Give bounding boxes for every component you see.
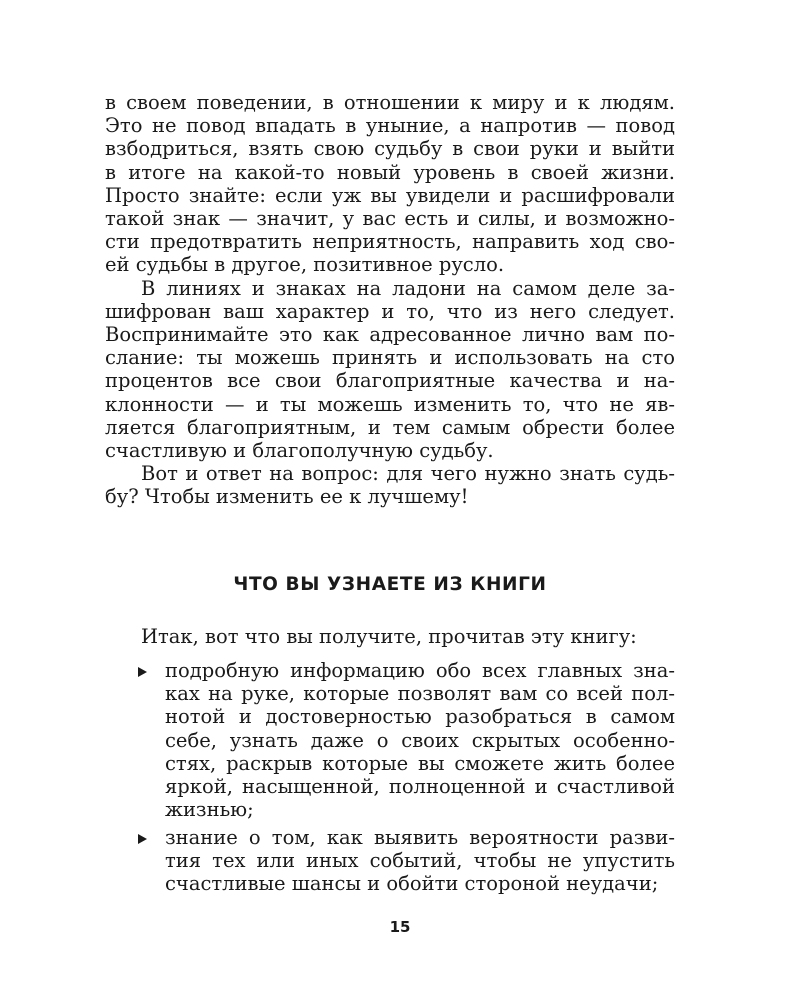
text-line: В линиях и знаках на ладони на самом деле за- [141,276,675,300]
section-heading: ЧТО ВЫ УЗНАЕТЕ ИЗ КНИГИ [233,574,547,595]
text-line: в итоге на какой-то новый уровень в своей жизни. [105,160,675,184]
text-line: слание: ты можешь принять и использовать на сто [105,346,675,370]
text-line: себе, узнать даже о своих скрытых особенно- [165,728,675,752]
text-line: Вот и ответ на вопрос: для чего нужно знать судь- [141,462,675,486]
text-line: бу? Чтобы изменить ее к лучшему! [105,485,469,509]
list-item-text [165,659,675,821]
text-line: ках на руке, которые позволят вам со всей пол- [165,682,675,706]
text-line: ей судьбы в другое, позитивное русло. [105,253,505,277]
text-line: такой знак — значит, у вас есть и силы, и возможно- [105,207,675,231]
triangle-bullet-icon [138,834,147,844]
text-line: тия тех или иных событий, чтобы не упустить [165,849,675,873]
text-line: жизнью; [165,798,254,822]
text-line: знание о том, как выявить вероятности разви- [165,826,675,849]
text-line: процентов все свои благоприятные качества и на- [105,369,675,393]
page-number: 15 [389,918,411,936]
text-line: в своем поведении, в отношении к миру и к людям. [105,91,675,114]
section-intro: Итак, вот что вы получите, прочитав эту книгу: [141,625,637,648]
text-line: ляется благоприятным, и тем самым обрести более [105,415,675,439]
text-line: стях, раскрыв которые вы сможете жить более [165,751,675,775]
list-item-text [165,826,675,896]
paragraph-answer [105,462,675,508]
text-line: нотой и достоверностью разобраться в самом [165,705,675,729]
text-line: взбодриться, взять свою судьбу в свои руки и выйти [105,137,675,161]
text-line: подробную информацию обо всех главных зна- [165,659,675,682]
text-line: яркой, насыщенной, полноценной и счастливой [165,775,675,799]
text-line: Воспринимайте это как адресованное лично вам по- [105,323,675,346]
text-line: клонности — и ты можешь изменить то, что не яв- [105,392,675,416]
triangle-bullet-icon [138,667,147,677]
text-line: Это не повод впадать в уныние, а напротив — повод [105,114,675,138]
list-item [105,826,675,896]
text-line: счастливые шансы и обойти стороной неудачи; [165,872,659,896]
text-line: шифрован ваш характер и то, что из него следует. [105,299,675,323]
text-line: Просто знайте: если уж вы увидели и расшифровали [105,183,675,207]
paragraph-palm-lines [105,277,675,463]
paragraph-continuation [105,91,675,277]
text-line: сти предотвратить неприятность, направить ход сво- [105,230,675,254]
text-line: счастливую и благополучную судьбу. [105,439,494,463]
list-item [105,659,675,821]
